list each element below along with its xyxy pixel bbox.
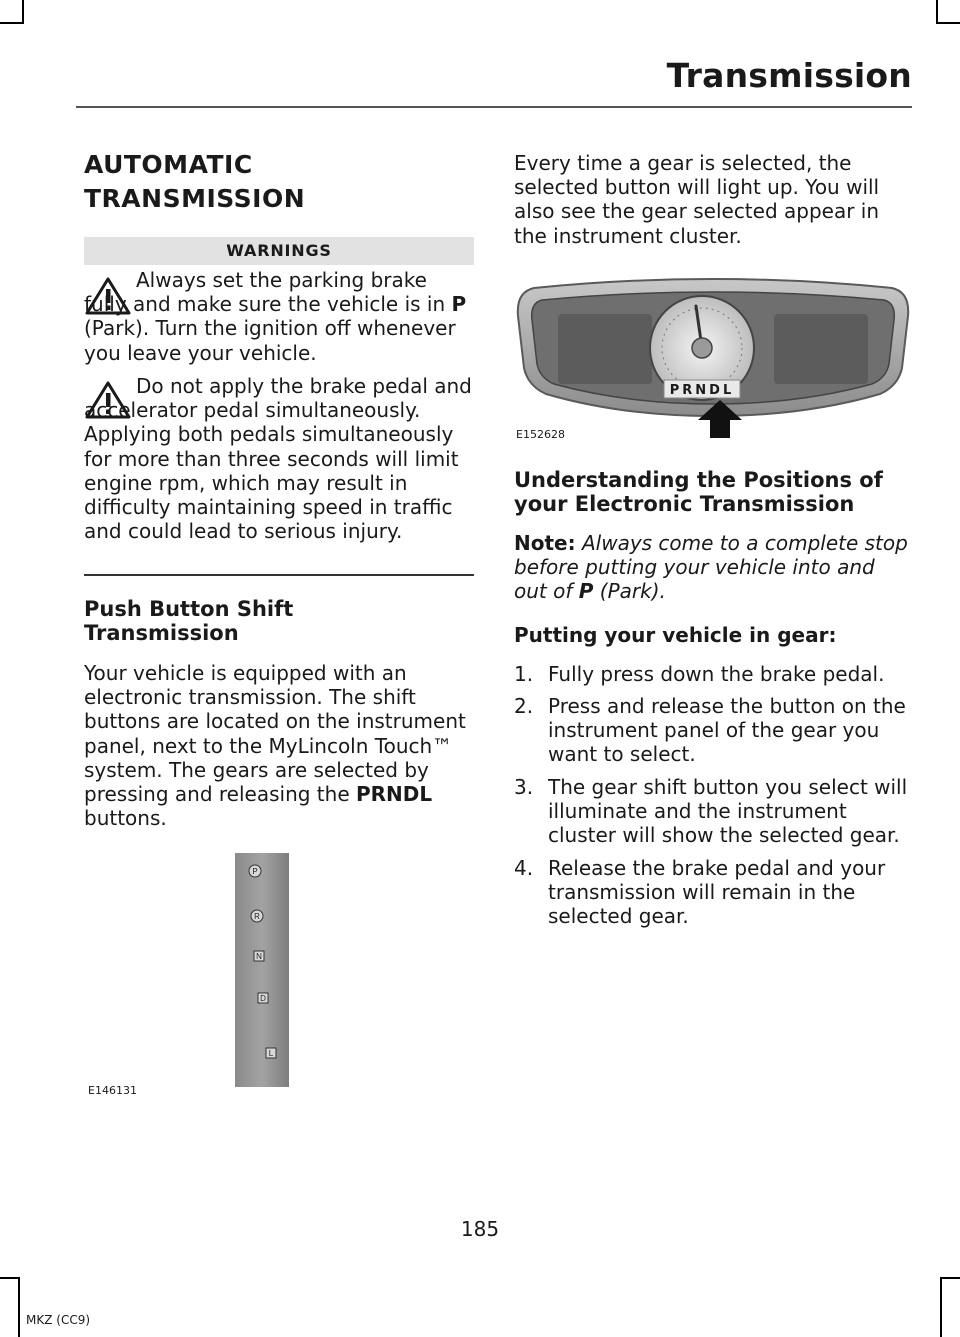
body-paragraph: Every time a gear is selected, the selected button will light up. You will also see the gear selected appear in the instrument cluster.	[514, 151, 880, 248]
warnings-label: WARNINGS	[84, 237, 474, 265]
subsection-heading-line: Understanding the Positions of	[514, 468, 883, 492]
section-heading	[84, 148, 474, 216]
subsection-heading-line: Push Button Shift	[84, 597, 294, 621]
crop-mark	[0, 22, 24, 24]
warnings-end-rule	[84, 574, 474, 576]
list-item-number: 1.	[514, 662, 534, 686]
subsection-heading-line: your Electronic Transmission	[514, 492, 855, 516]
body-text: buttons.	[84, 806, 167, 831]
crop-mark	[0, 1277, 20, 1279]
warning-text: Do not apply the brake pedal and accelerator pedal simultaneously. Applying both pedals simultaneously for more than three seconds will limit engine rpm, which may result in difficulty maintaining speed in traffic and could lead to serious injury.	[84, 374, 472, 544]
note-text: (Park).	[593, 579, 666, 604]
subsection-heading	[84, 597, 482, 645]
footer-model: MKZ (CC9)	[26, 1313, 91, 1327]
list-item-text: Press and release the button on the instrument panel of the gear you want to select.	[548, 694, 906, 767]
gear-indicator-text: PRNDL	[669, 383, 735, 398]
list-item-text: The gear shift button you select will illuminate and the instrument cluster will show the selected gear.	[548, 775, 908, 848]
page-header-title: Transmission	[666, 56, 912, 95]
warning-text-part: Always set the parking brake fully and make sure the vehicle is in	[84, 268, 452, 317]
neutral-button-label: N	[256, 952, 262, 961]
crop-mark	[936, 0, 938, 24]
subsection-heading-line: Transmission	[84, 621, 239, 645]
figure-id: E152628	[516, 428, 565, 441]
drive-button-label: D	[260, 994, 266, 1003]
list-subheading: Putting your vehicle in gear:	[514, 623, 837, 647]
neutral-button	[254, 951, 264, 961]
section-heading-line: TRANSMISSION	[84, 184, 306, 213]
crop-mark	[18, 1277, 20, 1337]
crop-mark	[936, 22, 960, 24]
subsection-heading	[514, 468, 912, 516]
warning-text-bold: P	[451, 292, 467, 317]
body-text-bold: PRNDL	[355, 782, 433, 807]
reverse-button-label: R	[254, 912, 260, 921]
drive-button	[258, 993, 268, 1003]
note-text: Always come to a complete stop before putting your vehicle into and out of	[514, 531, 908, 604]
crop-mark	[940, 1277, 942, 1337]
low-button-label: L	[268, 1049, 274, 1058]
crop-mark	[22, 0, 24, 24]
section-heading-line: AUTOMATIC	[84, 150, 253, 179]
list-item-text: Release the brake pedal and your transmission will remain in the selected gear.	[548, 856, 886, 929]
note-label: Note:	[514, 531, 576, 555]
crop-mark	[940, 1277, 960, 1279]
header-rule	[76, 106, 912, 108]
body-paragraph	[84, 661, 479, 830]
page-number: 185	[460, 1217, 500, 1241]
low-button	[266, 1048, 276, 1058]
list-item-text: Fully press down the brake pedal.	[548, 662, 885, 686]
note-text-bold: P	[578, 579, 594, 604]
warning-text	[84, 268, 474, 365]
list-item-number: 4.	[514, 856, 534, 880]
list-item-number: 2.	[514, 694, 534, 718]
warning-text-part: (Park). Turn the ignition off whenever you leave your vehicle.	[84, 316, 456, 365]
list-item-number: 3.	[514, 775, 534, 799]
instrument-cluster-figure	[514, 276, 912, 442]
reverse-button	[251, 910, 263, 922]
figure-id: E146131	[88, 1084, 137, 1097]
body-text: Your vehicle is equipped with an electronic transmission. The shift buttons are located on the instrument panel, next to the MyLincoln Touch™ system. The gears are selected by pressing and releasing the	[84, 661, 466, 807]
park-button	[249, 865, 261, 877]
park-button-label: P	[252, 867, 258, 876]
note-paragraph	[514, 531, 909, 604]
shift-button-panel-figure	[235, 853, 289, 1087]
